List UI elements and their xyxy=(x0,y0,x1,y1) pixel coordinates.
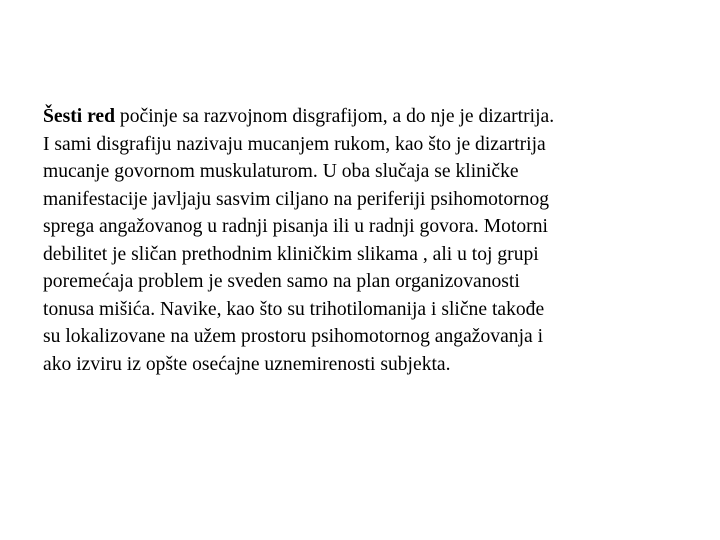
paragraph-line-2: I sami disgrafiju nazivaju mucanjem rukom, kao što je dizartrija xyxy=(43,133,546,155)
paragraph-line-10: ako izviru iz opšte osećajne uznemirenosti subjekta. xyxy=(43,353,451,375)
paragraph-line-9: su lokalizovane na užem prostoru psihomotornog angažovanja i xyxy=(43,326,544,347)
line-text: počinje sa razvojnom disgrafijom, a do nje je dizartrija. xyxy=(115,106,555,127)
lead-bold-text: Šesti red xyxy=(43,106,116,127)
paragraph-line-3: mucanje govornom muskulaturom. U oba slučaja se kliničke xyxy=(43,161,519,182)
paragraph-line-7: poremećaja problem je sveden samo na plan organizovanosti xyxy=(43,271,520,292)
paragraph-line-8: tonusa mišića. Navike, kao što su trihotilomanija i slične takođe xyxy=(43,298,545,320)
paragraph xyxy=(43,103,693,378)
paragraph-line-5: sprega angažovanog u radnji pisanja ili u radnji govora. Motorni xyxy=(43,216,548,237)
paragraph-line-4: manifestacije javljaju sasvim ciljano na periferiji psihomotornog xyxy=(43,188,550,210)
paragraph-line-6: debilitet je sličan prethodnim kliničkim slikama , ali u toj grupi xyxy=(43,243,539,265)
paragraph-line-1 xyxy=(43,103,693,131)
